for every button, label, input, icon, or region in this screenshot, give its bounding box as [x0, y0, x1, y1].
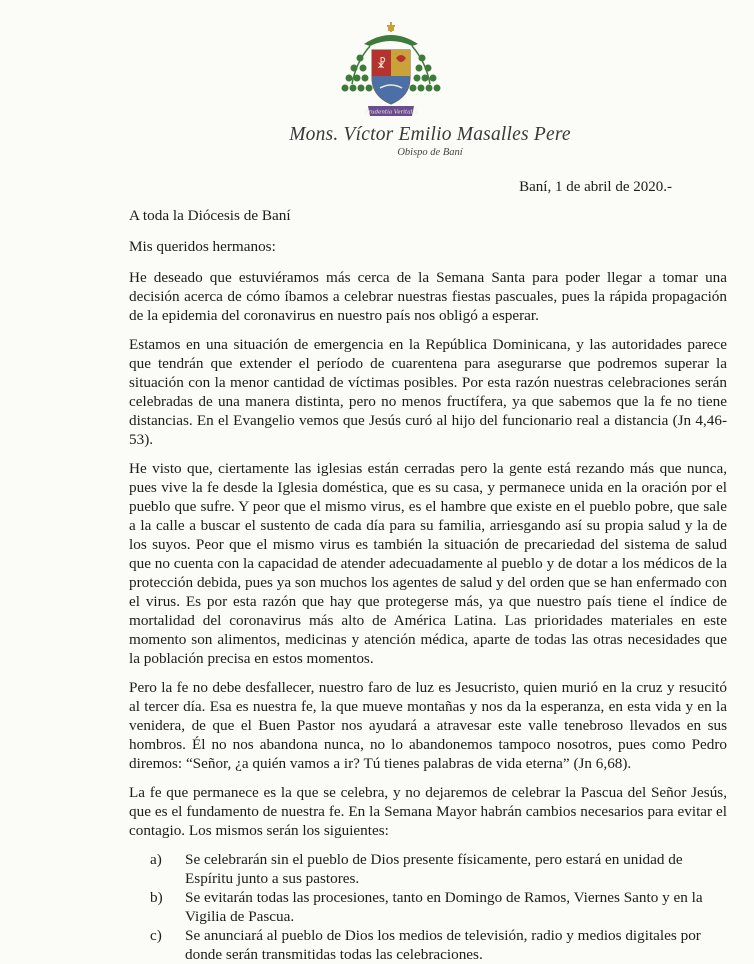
paragraph: Estamos en una situación de emergencia en la República Dominicana, y las autoridades parece que tendrán que extender el período de cuarentena para asegurarse que podremos superar la situación con la menor cantidad de víctimas posibles. Por esta razón nuestras celebraciones serán celebradas de una manera distinta, pero no menos fructífera, ya que sabemos que la fe no tiene distancias. En el Evangelio vemos que Jesús curó al hijo del funcionario real a distancia (Jn 4,46-53).: [129, 336, 727, 448]
list-item-text: Se celebrarán sin el pueblo de Dios presente físicamente, pero estará en unidad de Espíritu junto a sus pastores.: [185, 851, 683, 887]
paragraph: Pero la fe no debe desfallecer, nuestro faro de luz es Jesucristo, quien murió en la cruz y resucitó al tercer día. Esa es nuestra fe, la que mueve montañas y nos da la esperanza, en esta vida y en la venidera, de que el Buen Pastor nos ayudará a atravesar este valle tenebroso llevados en sus hombros. Él no nos abandona nunca, no lo abandonemos tampoco nosotros, pues como Pedro diremos: “Señor, ¿a quién vamos a ir? Tú tienes palabras de vida eterna” (Jn 6,68).: [129, 679, 727, 772]
list-item-text: Se evitarán todas las procesiones, tanto en Domingo de Ramos, Viernes Santo y en la Vigilia de Pascua.: [185, 889, 703, 925]
signer-title: Obispo de Baní: [397, 147, 463, 158]
svg-text:☧: ☧: [376, 57, 387, 71]
list-item-text: Se anunciará al pueblo de Dios los medios de televisión, radio y medios digitales por donde serán transmitidas todas las celebraciones.: [185, 927, 701, 963]
list-marker: c): [150, 927, 162, 944]
list-marker: a): [150, 851, 162, 868]
letter-body: [129, 206, 727, 964]
addressee: A toda la Diócesis de Baní: [129, 207, 291, 224]
paragraph: He deseado que estuviéramos más cerca de la Semana Santa para poder llegar a tomar una decisión acerca de cómo íbamos a celebrar nuestras fiestas pascuales, pues la rápida propagación de la epidemia del coronavirus en nuestro país nos obligó a esperar.: [129, 269, 727, 324]
signer-name: Mons. Víctor Emilio Masalles Pere: [289, 124, 571, 145]
list-item: [129, 888, 727, 926]
list-item: [129, 926, 727, 964]
date-line: Baní, 1 de abril de 2020.-: [519, 179, 672, 195]
measures-list: [129, 850, 727, 964]
list-item: [129, 850, 727, 888]
paragraph: He visto que, ciertamente las iglesias están cerradas pero la gente está rezando más que nunca, pues vive la fe desde la Iglesia doméstica, que es su casa, y permanece unida en la oración por el pueblo que sufre. Y peor que el mismo virus, es el hambre que existe en el pueblo pobre, que sale a la calle a buscar el sustento de cada día para su familia, arriesgando así su propia salud y la de los suyos. Peor que el mismo virus es también la situación de precariedad del sistema de salud que no cuenta con la capacidad de atender adecuadamente al pueblo y de dotar a los médicos de la protección debida, pues ya son muchos los agentes de salud y del orden que se han enfermado con el virus. Es por esta razón que hay que protegerse más, ya que nuestro país tiene el índice de mortalidad del coronavirus más alto de América Latina. Las prioridades materiales en este momento son alimentos, medicinas y atención médica, aparte de todas las otras necesidades que la población precisa en estos momentos.: [129, 460, 727, 667]
paragraph: La fe que permanece es la que se celebra, y no dejaremos de celebrar la Pascua del Señor Jesús, que es el fundamento de nuestra fe. En la Semana Mayor habrán cambios necesarios para evitar el contagio. Los mismos serán los siguientes:: [129, 784, 727, 839]
salutation: Mis queridos hermanos:: [129, 238, 276, 255]
crest-motto: Prudentia Veritatis: [364, 109, 418, 116]
list-marker: b): [150, 889, 163, 906]
episcopal-coat-of-arms-icon: [336, 22, 446, 122]
